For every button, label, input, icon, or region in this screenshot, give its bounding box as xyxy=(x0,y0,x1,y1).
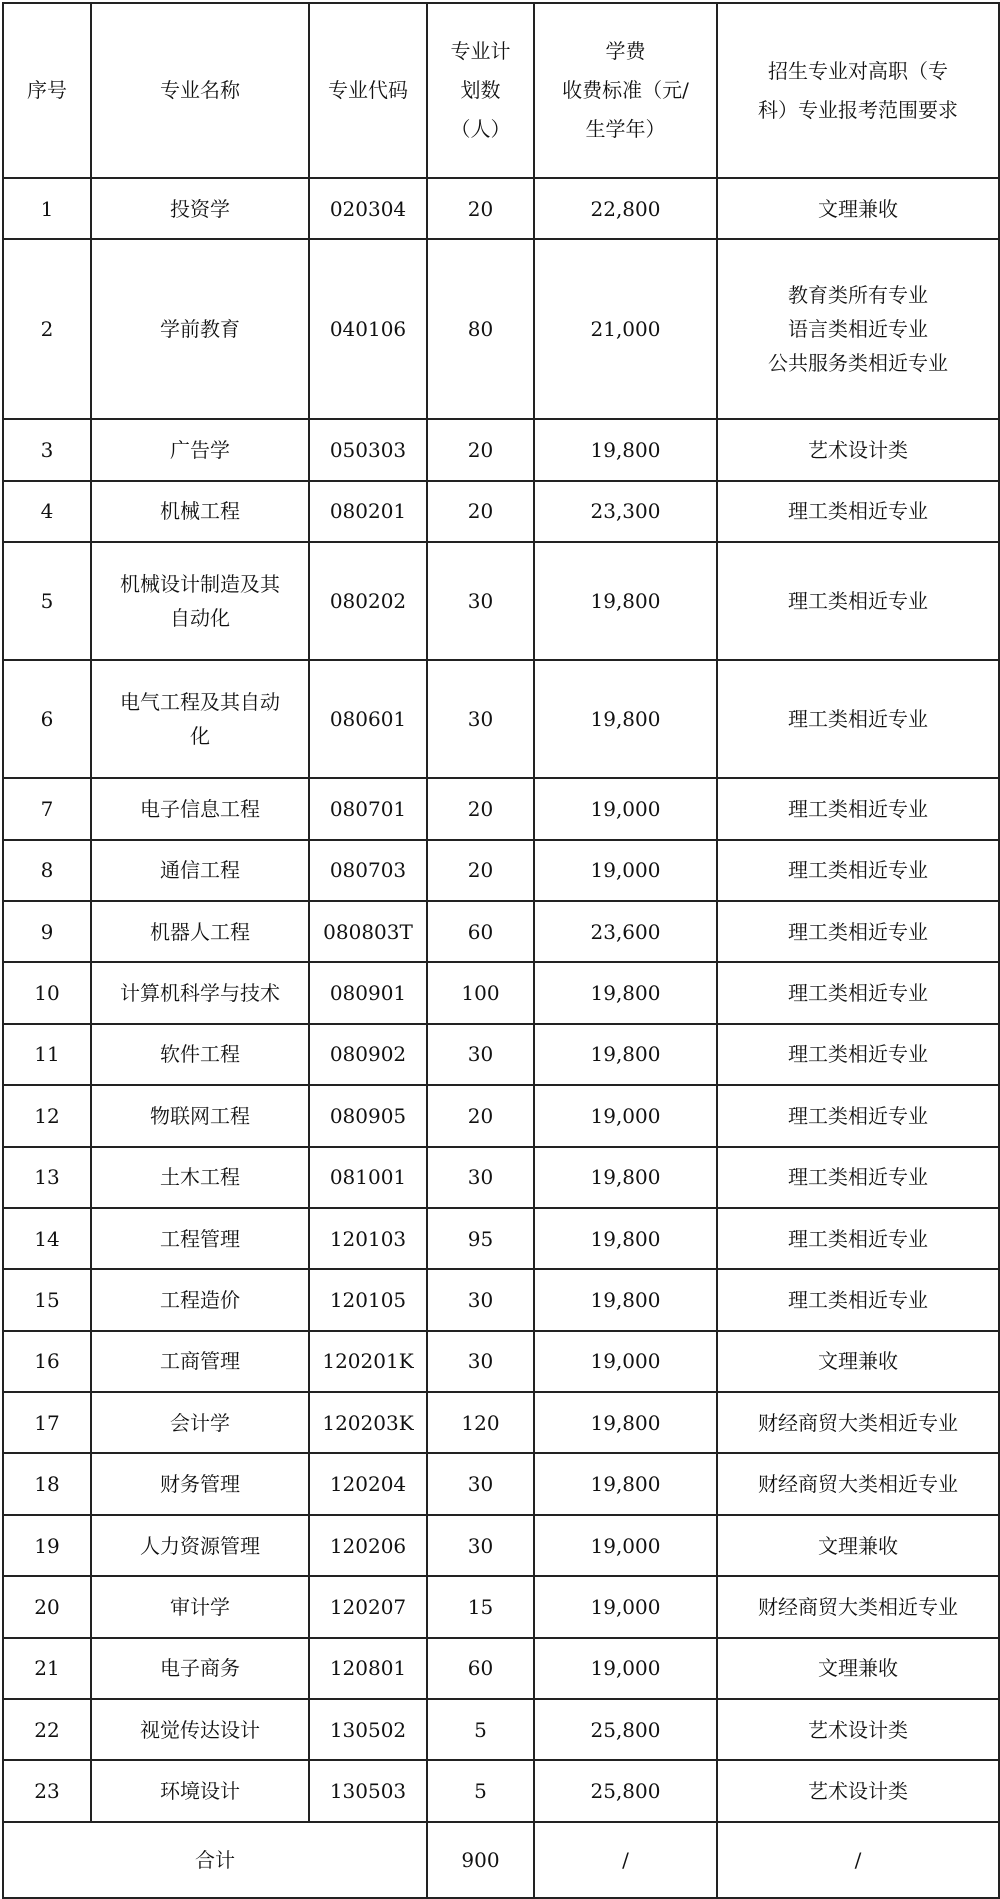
requirement-cell xyxy=(717,1453,999,1514)
major-name-cell xyxy=(91,1392,309,1453)
major-name-cell xyxy=(91,778,309,839)
table-row xyxy=(3,1269,999,1330)
index-cell: 13 xyxy=(3,1147,91,1208)
index-cell: 21 xyxy=(3,1638,91,1699)
requirement-cell-line: 理工类相近专业 xyxy=(788,499,928,524)
tuition-cell: 23,300 xyxy=(534,481,717,542)
major-code-cell: 120105 xyxy=(309,1269,427,1330)
header-text: （人） xyxy=(450,117,511,141)
major-name-cell xyxy=(91,542,309,660)
major-name-cell-line: 学前教育 xyxy=(160,317,240,342)
requirement-cell xyxy=(717,962,999,1023)
requirement-cell xyxy=(717,1147,999,1208)
major-name-cell-line: 土木工程 xyxy=(160,1165,240,1190)
plan-count-cell: 30 xyxy=(427,1269,534,1330)
index-cell: 5 xyxy=(3,542,91,660)
major-code-cell: 080201 xyxy=(309,481,427,542)
major-name-cell xyxy=(91,1269,309,1330)
index-cell: 11 xyxy=(3,1024,91,1085)
requirement-cell-line: 理工类相近专业 xyxy=(788,1165,928,1190)
header-text: 划数 xyxy=(460,78,501,102)
index-cell: 15 xyxy=(3,1269,91,1330)
table-row xyxy=(3,178,999,239)
tuition-cell: 19,000 xyxy=(534,1331,717,1392)
requirement-cell-line: 理工类相近专业 xyxy=(788,1103,928,1128)
requirement-cell xyxy=(717,1515,999,1576)
header-major-name xyxy=(91,3,309,178)
requirement-cell-line: 艺术设计类 xyxy=(808,1717,908,1742)
major-code-cell: 120206 xyxy=(309,1515,427,1576)
major-name-cell xyxy=(91,840,309,901)
tuition-cell: 19,800 xyxy=(534,1453,717,1514)
major-name-cell-line: 机器人工程 xyxy=(150,919,250,944)
major-code-cell: 080803T xyxy=(309,901,427,962)
major-code-cell: 020304 xyxy=(309,178,427,239)
header-text: 招生专业对高职（专 xyxy=(768,58,948,83)
table-row xyxy=(3,1085,999,1146)
table-body xyxy=(3,178,999,1898)
plan-count-cell: 60 xyxy=(427,901,534,962)
total-plan-cell: 900 xyxy=(427,1822,534,1898)
index-cell: 6 xyxy=(3,660,91,778)
requirement-cell xyxy=(717,178,999,239)
plan-count-cell: 5 xyxy=(427,1699,534,1760)
tuition-cell: 19,800 xyxy=(534,962,717,1023)
total-label-cell: 合计 xyxy=(3,1822,427,1898)
total-row xyxy=(3,1822,999,1898)
requirement-cell-line: 文理兼收 xyxy=(818,1349,898,1374)
plan-count-cell: 20 xyxy=(427,778,534,839)
header-tuition xyxy=(534,3,717,178)
tuition-cell: 19,800 xyxy=(534,1147,717,1208)
requirement-cell-line: 理工类相近专业 xyxy=(788,796,928,821)
index-cell: 4 xyxy=(3,481,91,542)
requirement-cell-line: 语言类相近专业 xyxy=(788,317,928,342)
tuition-cell: 22,800 xyxy=(534,178,717,239)
header-text: 学费 xyxy=(605,39,646,63)
requirement-cell xyxy=(717,1024,999,1085)
index-cell: 3 xyxy=(3,419,91,480)
major-name-cell-line: 视觉传达设计 xyxy=(140,1717,260,1742)
requirement-cell-line: 理工类相近专业 xyxy=(788,589,928,614)
table-row xyxy=(3,419,999,480)
index-cell: 12 xyxy=(3,1085,91,1146)
major-name-cell-line: 投资学 xyxy=(170,196,230,221)
major-code-cell: 080601 xyxy=(309,660,427,778)
major-code-cell: 080202 xyxy=(309,542,427,660)
table-row xyxy=(3,1576,999,1637)
plan-count-cell: 30 xyxy=(427,1147,534,1208)
table-row xyxy=(3,778,999,839)
table-row xyxy=(3,1699,999,1760)
major-name-cell-line: 工程管理 xyxy=(160,1226,240,1251)
major-code-cell: 120103 xyxy=(309,1208,427,1269)
requirement-cell xyxy=(717,239,999,419)
requirement-cell-line: 理工类相近专业 xyxy=(788,981,928,1006)
major-name-cell xyxy=(91,901,309,962)
requirement-cell-line: 财经商贸大类相近专业 xyxy=(758,1472,958,1497)
requirement-cell-line: 财经商贸大类相近专业 xyxy=(758,1594,958,1619)
requirement-cell-line: 财经商贸大类相近专业 xyxy=(758,1410,958,1435)
requirement-cell-line: 理工类相近专业 xyxy=(788,1226,928,1251)
tuition-cell: 19,000 xyxy=(534,1638,717,1699)
table-row xyxy=(3,1515,999,1576)
table-row xyxy=(3,239,999,419)
table-row xyxy=(3,962,999,1023)
major-code-cell: 080902 xyxy=(309,1024,427,1085)
index-cell: 9 xyxy=(3,901,91,962)
major-name-cell xyxy=(91,1699,309,1760)
plan-count-cell: 15 xyxy=(427,1576,534,1637)
plan-count-cell: 20 xyxy=(427,178,534,239)
requirement-cell xyxy=(717,1699,999,1760)
major-name-cell xyxy=(91,1515,309,1576)
requirement-cell xyxy=(717,660,999,778)
requirement-cell xyxy=(717,542,999,660)
tuition-cell: 19,800 xyxy=(534,419,717,480)
major-name-cell xyxy=(91,178,309,239)
index-cell: 14 xyxy=(3,1208,91,1269)
major-code-cell: 050303 xyxy=(309,419,427,480)
table-row xyxy=(3,1024,999,1085)
plan-count-cell: 30 xyxy=(427,1453,534,1514)
tuition-cell: 19,000 xyxy=(534,1576,717,1637)
requirement-cell xyxy=(717,1576,999,1637)
requirement-cell-line: 理工类相近专业 xyxy=(788,858,928,883)
plan-count-cell: 30 xyxy=(427,542,534,660)
tuition-cell: 19,000 xyxy=(534,1515,717,1576)
tuition-cell: 19,800 xyxy=(534,542,717,660)
total-requirement-cell: / xyxy=(717,1822,999,1898)
major-name-cell xyxy=(91,1331,309,1392)
table-row xyxy=(3,660,999,778)
tuition-cell: 23,600 xyxy=(534,901,717,962)
header-plan-count xyxy=(427,3,534,178)
major-name-cell-line: 机械工程 xyxy=(160,499,240,524)
major-code-cell: 080701 xyxy=(309,778,427,839)
major-name-cell-line: 电子信息工程 xyxy=(140,796,260,821)
header-text: 专业代码 xyxy=(328,78,408,102)
plan-count-cell: 20 xyxy=(427,481,534,542)
major-name-cell-line: 审计学 xyxy=(170,1594,230,1619)
major-name-cell xyxy=(91,660,309,778)
major-name-cell-line: 机械设计制造及其 xyxy=(120,572,280,597)
tuition-cell: 25,800 xyxy=(534,1760,717,1821)
major-name-cell-line: 电子商务 xyxy=(160,1656,240,1681)
header-row xyxy=(3,3,999,178)
plan-count-cell: 20 xyxy=(427,1085,534,1146)
major-code-cell: 080901 xyxy=(309,962,427,1023)
major-name-cell-line: 财务管理 xyxy=(160,1472,240,1497)
requirement-cell xyxy=(717,1638,999,1699)
major-code-cell: 120204 xyxy=(309,1453,427,1514)
index-cell: 19 xyxy=(3,1515,91,1576)
index-cell: 20 xyxy=(3,1576,91,1637)
major-code-cell: 120201K xyxy=(309,1331,427,1392)
index-cell: 7 xyxy=(3,778,91,839)
major-name-cell xyxy=(91,1760,309,1821)
table-row xyxy=(3,1208,999,1269)
requirement-cell xyxy=(717,1208,999,1269)
header-index xyxy=(3,3,91,178)
major-name-cell-line: 人力资源管理 xyxy=(140,1533,260,1558)
requirement-cell-line: 理工类相近专业 xyxy=(788,1042,928,1067)
major-name-cell xyxy=(91,1453,309,1514)
major-code-cell: 081001 xyxy=(309,1147,427,1208)
requirement-cell-line: 理工类相近专业 xyxy=(788,707,928,732)
major-name-cell-line: 广告学 xyxy=(170,438,230,463)
major-name-cell-line: 软件工程 xyxy=(160,1042,240,1067)
table-row xyxy=(3,1392,999,1453)
table-row xyxy=(3,1147,999,1208)
requirement-cell-line: 文理兼收 xyxy=(818,1656,898,1681)
major-name-cell-line: 通信工程 xyxy=(160,858,240,883)
requirement-cell xyxy=(717,1760,999,1821)
requirement-cell xyxy=(717,1392,999,1453)
major-code-cell: 080905 xyxy=(309,1085,427,1146)
major-name-cell xyxy=(91,419,309,480)
enrollment-plan-table xyxy=(2,2,1000,1899)
requirement-cell-line: 艺术设计类 xyxy=(808,438,908,463)
table-row xyxy=(3,1331,999,1392)
requirement-cell-line: 艺术设计类 xyxy=(808,1779,908,1804)
major-name-cell-line: 化 xyxy=(190,724,210,749)
plan-count-cell: 95 xyxy=(427,1208,534,1269)
index-cell: 8 xyxy=(3,840,91,901)
table-row xyxy=(3,1453,999,1514)
plan-count-cell: 30 xyxy=(427,1515,534,1576)
major-name-cell xyxy=(91,1208,309,1269)
plan-count-cell: 100 xyxy=(427,962,534,1023)
requirement-cell xyxy=(717,901,999,962)
header-text: 科）专业报考范围要求 xyxy=(758,97,958,122)
major-code-cell: 080703 xyxy=(309,840,427,901)
tuition-cell: 25,800 xyxy=(534,1699,717,1760)
major-name-cell-line: 工程造价 xyxy=(160,1287,240,1312)
plan-count-cell: 20 xyxy=(427,840,534,901)
major-code-cell: 120203K xyxy=(309,1392,427,1453)
table-row xyxy=(3,901,999,962)
requirement-cell xyxy=(717,1331,999,1392)
requirement-cell xyxy=(717,1269,999,1330)
requirement-cell-line: 文理兼收 xyxy=(818,196,898,221)
major-name-cell xyxy=(91,481,309,542)
major-code-cell: 120801 xyxy=(309,1638,427,1699)
major-name-cell-line: 计算机科学与技术 xyxy=(120,981,280,1006)
plan-count-cell: 80 xyxy=(427,239,534,419)
major-code-cell: 130502 xyxy=(309,1699,427,1760)
tuition-cell: 19,800 xyxy=(534,1392,717,1453)
index-cell: 1 xyxy=(3,178,91,239)
requirement-cell-line: 理工类相近专业 xyxy=(788,1287,928,1312)
major-name-cell-line: 物联网工程 xyxy=(150,1103,250,1128)
tuition-cell: 21,000 xyxy=(534,239,717,419)
major-name-cell xyxy=(91,1147,309,1208)
index-cell: 18 xyxy=(3,1453,91,1514)
major-name-cell xyxy=(91,239,309,419)
header-text: 收费标准（元/ xyxy=(562,78,689,102)
tuition-cell: 19,800 xyxy=(534,1024,717,1085)
requirement-cell-line: 公共服务类相近专业 xyxy=(768,351,948,376)
requirement-cell-line: 教育类所有专业 xyxy=(788,283,928,308)
index-cell: 22 xyxy=(3,1699,91,1760)
plan-count-cell: 30 xyxy=(427,1024,534,1085)
table-row xyxy=(3,1760,999,1821)
plan-count-cell: 20 xyxy=(427,419,534,480)
requirement-cell-line: 文理兼收 xyxy=(818,1533,898,1558)
major-name-cell-line: 工商管理 xyxy=(160,1349,240,1374)
major-name-cell-line: 自动化 xyxy=(170,606,230,631)
requirement-cell xyxy=(717,840,999,901)
plan-count-cell: 5 xyxy=(427,1760,534,1821)
plan-count-cell: 30 xyxy=(427,1331,534,1392)
major-name-cell xyxy=(91,1576,309,1637)
header-requirement xyxy=(717,3,999,178)
major-name-cell xyxy=(91,1638,309,1699)
requirement-cell xyxy=(717,481,999,542)
table-row xyxy=(3,481,999,542)
plan-count-cell: 120 xyxy=(427,1392,534,1453)
requirement-cell xyxy=(717,778,999,839)
requirement-cell xyxy=(717,1085,999,1146)
tuition-cell: 19,800 xyxy=(534,1208,717,1269)
header-text: 专业计 xyxy=(450,39,511,63)
index-cell: 23 xyxy=(3,1760,91,1821)
index-cell: 17 xyxy=(3,1392,91,1453)
index-cell: 16 xyxy=(3,1331,91,1392)
header-text: 序号 xyxy=(27,78,67,102)
tuition-cell: 19,800 xyxy=(534,660,717,778)
total-tuition-cell: / xyxy=(534,1822,717,1898)
table-row xyxy=(3,542,999,660)
tuition-cell: 19,000 xyxy=(534,1085,717,1146)
table-row xyxy=(3,840,999,901)
index-cell: 2 xyxy=(3,239,91,419)
major-name-cell xyxy=(91,962,309,1023)
major-name-cell xyxy=(91,1085,309,1146)
header-text: 生学年） xyxy=(585,117,666,141)
requirement-cell-line: 理工类相近专业 xyxy=(788,919,928,944)
index-cell: 10 xyxy=(3,962,91,1023)
tuition-cell: 19,000 xyxy=(534,778,717,839)
major-code-cell: 120207 xyxy=(309,1576,427,1637)
major-name-cell-line: 环境设计 xyxy=(160,1779,240,1804)
requirement-cell xyxy=(717,419,999,480)
header-text: 专业名称 xyxy=(160,78,240,102)
table-row xyxy=(3,1638,999,1699)
header-major-code xyxy=(309,3,427,178)
major-name-cell-line: 会计学 xyxy=(170,1410,230,1435)
tuition-cell: 19,000 xyxy=(534,840,717,901)
major-code-cell: 130503 xyxy=(309,1760,427,1821)
plan-count-cell: 60 xyxy=(427,1638,534,1699)
tuition-cell: 19,800 xyxy=(534,1269,717,1330)
major-code-cell: 040106 xyxy=(309,239,427,419)
major-name-cell xyxy=(91,1024,309,1085)
major-name-cell-line: 电气工程及其自动 xyxy=(120,690,280,715)
plan-count-cell: 30 xyxy=(427,660,534,778)
